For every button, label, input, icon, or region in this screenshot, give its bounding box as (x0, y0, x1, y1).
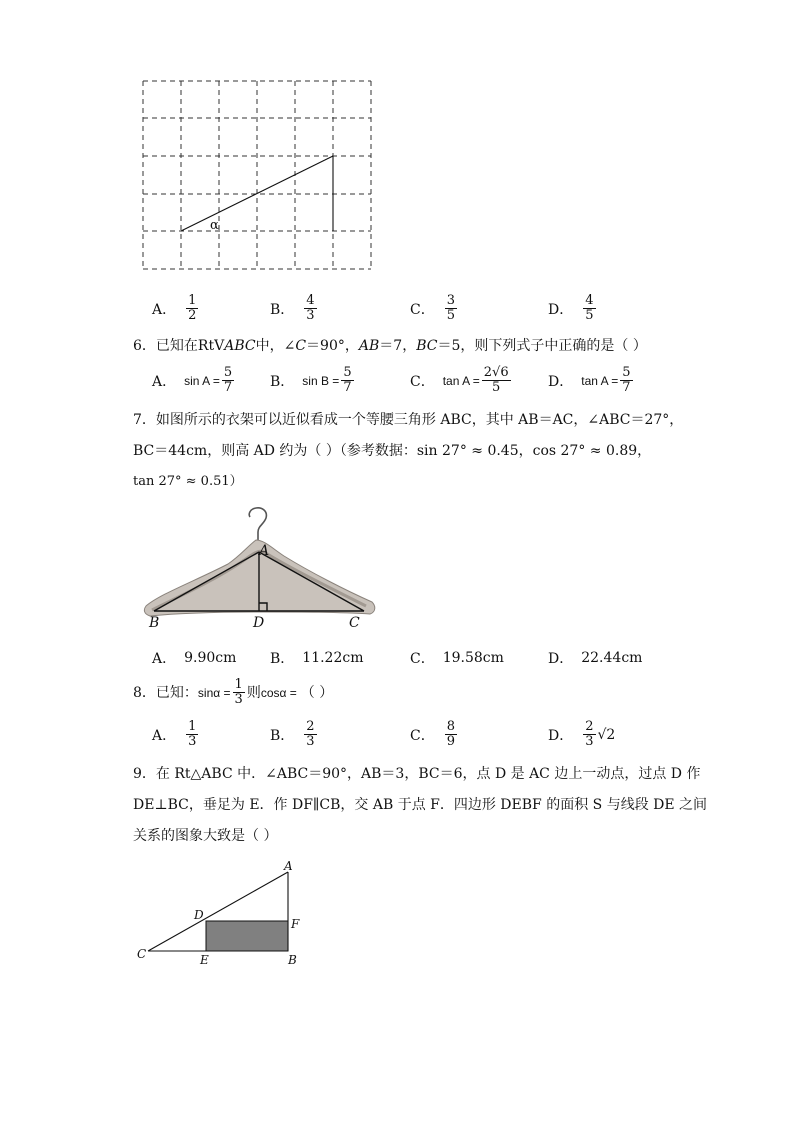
option-label: B． (270, 727, 295, 744)
q6-option-a[interactable]: A． sin A = $\frac{5}{7}$ (152, 365, 233, 395)
q8-option-b[interactable]: B． $\frac{2}{3}$ (270, 719, 315, 749)
option-label: B． (270, 373, 295, 390)
option-label: A． (152, 301, 177, 318)
option-extra: √2 (597, 726, 616, 743)
option-fn: tan A = (442, 373, 480, 388)
q9-triangle-figure (130, 858, 310, 970)
option-text: 22.44cm (581, 650, 643, 666)
q5-option-b[interactable]: B． $\frac{4}{3}$ (270, 293, 315, 323)
option-label: C． (410, 727, 435, 744)
q7-option-b[interactable] (270, 648, 364, 668)
option-fn: tan A = (581, 373, 619, 388)
option-fn: sin B = (302, 373, 340, 388)
option-label: A． (152, 727, 177, 744)
option-label: D． (548, 727, 574, 744)
q9-label-f: F (291, 917, 300, 931)
q7-stem-line1: 7．如图所示的衣架可以近似看成一个等腰三角形 ABC，其中 AB＝AC，∠ABC＝27°， (133, 412, 684, 428)
q9-shaded-rectangle (206, 921, 288, 951)
option-label: C． (410, 373, 435, 390)
q6-option-b[interactable]: B． sin B = $\frac{5}{7}$ (270, 365, 352, 395)
q9-label-a: A (284, 859, 293, 873)
q7-label-a: A (259, 543, 270, 559)
q7-label-d: D (253, 615, 265, 630)
option-label: B． (270, 651, 295, 667)
option-label: C． (410, 651, 435, 667)
option-label: B． (270, 301, 295, 318)
option-label: A． (152, 651, 177, 667)
q9-stem-line2: DE⊥BC，垂足为 E．作 DF∥CB，交 AB 于点 F．四边形 DEBF 的面积 S 与线段 DE 之间 (133, 797, 708, 813)
q9-label-c: C (137, 947, 147, 961)
option-label: C． (410, 301, 435, 318)
option-label: D． (548, 301, 574, 318)
q7-stem-line2: BC＝44cm，则高 AD 约为（ ）（参考数据：sin 27° ≈ 0.45，cos 27° ≈ 0.89， (133, 443, 652, 459)
option-label: D． (548, 651, 574, 667)
hanger-hook (249, 508, 266, 540)
q5-option-c[interactable]: C． $\frac{3}{5}$ (410, 293, 455, 323)
q5-alpha-label: α (210, 218, 219, 233)
q7-hanger-figure (140, 506, 380, 630)
q5-grid-figure (140, 78, 376, 274)
option-text: 11.22cm (302, 650, 364, 666)
q5-option-d[interactable]: D． $\frac{4}{5}$ (548, 293, 594, 323)
option-text: 9.90cm (184, 650, 237, 666)
q7-option-a[interactable] (152, 648, 236, 668)
q8-option-c[interactable]: C． $\frac{8}{9}$ (410, 719, 455, 749)
q8-option-a[interactable]: A． $\frac{1}{3}$ (152, 719, 197, 749)
q5-option-a[interactable]: A． $\frac{1}{2}$ (152, 293, 197, 323)
q8-option-d[interactable]: D． $\frac{2}{3}$ √2 (548, 719, 616, 749)
q7-label-c: C (349, 615, 360, 630)
q9-label-e: E (200, 953, 209, 967)
q6-option-d[interactable]: D． tan A = $\frac{5}{7}$ (548, 365, 631, 395)
q9-label-d: D (194, 908, 204, 922)
q7-option-d[interactable] (548, 648, 642, 668)
q9-label-b: B (288, 953, 297, 967)
q7-option-c[interactable] (410, 648, 504, 668)
q7-label-b: B (149, 615, 160, 630)
q6-stem: 6．已知在RtVABC中，∠C＝90°，AB＝7，BC＝5，则下列式子中正确的是（ ） (133, 338, 647, 354)
q6-option-c[interactable]: C． tan A = $\frac{2√6}{5}$ (410, 365, 509, 395)
option-label: D． (548, 373, 574, 390)
q8-stem: 8．已知： sinα = $\frac{1}{3}$ 则 cosα = （ ） (133, 677, 334, 707)
q7-stem-line3: tan 27° ≈ 0.51） (133, 474, 243, 489)
option-fn: sin A = (184, 373, 220, 388)
option-text: 19.58cm (442, 650, 504, 666)
q9-stem-line1: 9．在 Rt△ABC 中．∠ABC＝90°，AB＝3，BC＝6，点 D 是 AC 边上一动点，过点 D 作 (133, 766, 701, 782)
q9-stem-line3: 关系的图象大致是（ ） (133, 828, 278, 844)
option-label: A． (152, 373, 177, 390)
